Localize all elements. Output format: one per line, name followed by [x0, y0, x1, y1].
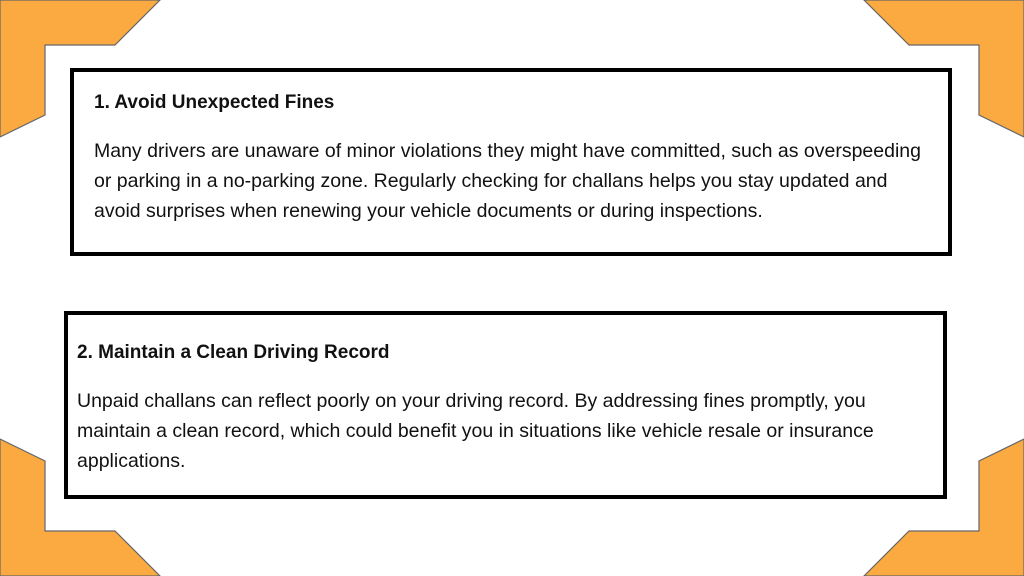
section-card-clean-record [64, 311, 947, 499]
section-title: 2. Maintain a Clean Driving Record [77, 342, 390, 363]
section-body: Unpaid challans can reflect poorly on your driving record. By addressing fines promptly, you maintain a clean record, which could benefit you in situations like vehicle resale or insurance applications. [77, 390, 874, 472]
section-card-avoid-fines [70, 68, 952, 256]
section-body: Many drivers are unaware of minor violations they might have committed, such as overspeeding or parking in a no-parking zone. Regularly checking for challans helps you stay updated and avoid surprises when renewing your vehicle documents or during inspections. [94, 140, 921, 222]
section-title: 1. Avoid Unexpected Fines [94, 92, 335, 113]
